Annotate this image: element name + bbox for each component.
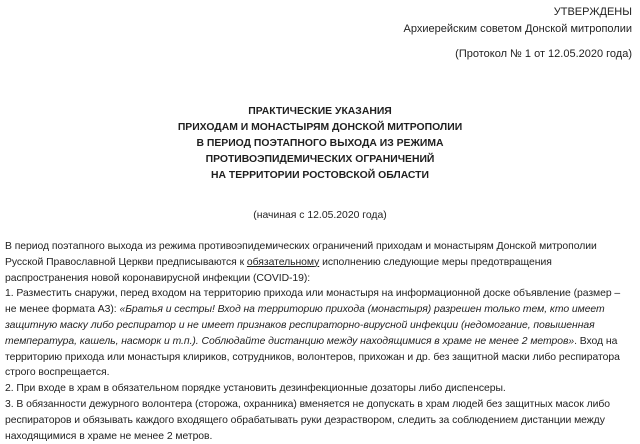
approval-stamp: [404, 4, 632, 63]
instruction-item-2: 2. При входе в храм в обязательном порядке установить дезинфекционные дозаторы либо диспенсеры.: [5, 383, 506, 395]
approved-label: УТВЕРЖДЕНЫ: [553, 6, 632, 18]
protocol-reference: (Протокол № 1 от 12.05.2020 года): [455, 48, 632, 60]
title-line: ПРОТИВОЭПИДЕМИЧЕСКИХ ОГРАНИЧЕНИЙ: [205, 154, 435, 165]
document-body: [5, 239, 633, 444]
emphasis-underlined: обязательному: [246, 256, 320, 268]
title-line: ПРИХОДАМ И МОНАСТЫРЯМ ДОНСКОЙ МИТРОПОЛИИ: [177, 122, 463, 133]
instruction-item-3: 3. В обязанности дежурного волонтера (сторожа, охранника) вменяется не допускать в храм людей без защитных масок либо респираторов и обязывать каждого входящего обрабатывать руки дезраствором, следить за соблюдением дистанции между находящимися в храме не менее 2 метров.: [5, 398, 610, 442]
effective-date: (начиная с 12.05.2020 года): [253, 210, 387, 221]
title-line: ПРАКТИЧЕСКИЕ УКАЗАНИЯ: [248, 106, 392, 117]
title-line: НА ТЕРРИТОРИИ РОСТОВСКОЙ ОБЛАСТИ: [211, 170, 429, 181]
intro-paragraph: В период поэтапного выхода из режима противоэпидемических ограничений приходам и монастырям Донской митрополии Русской Православной Церкви предписываются к обязательному исполнению следующие меры предотвращения распространения новой коронавирусной инфекции (COVID-19):: [5, 241, 597, 284]
notice-text: «Братья и сестры! Вход на территорию прихода (монастыря) разрешен только тем, кто имеет защитную маску либо респиратор и не имеет признаков респираторно-вирусной инфекции (недомогание, повышенная температура, кашель, насморк и т.п.). Соблюдайте дистанцию между находящимися в храме не менее 2 метров»: [5, 304, 605, 347]
document-title: [0, 104, 640, 184]
instruction-item-1: 1. Разместить снаружи, перед входом на территорию прихода или монастыря на информационной доске объявление (размер – не менее формата А3): «Братья и сестры! Вход на территорию прихода (монастыря) разрешен только тем, кто имеет защитную маску либо респиратор и не имеет признаков респираторно-вирусной инфекции (недомогание, повышенная температура, кашель, насморк и т.п.). Соблюдайте дистанцию между находящимися в храме не менее 2 метров». Вход на территорию прихода или монастыря клириков, сотрудников, волонтеров, прихожан и др. без защитной маски либо респиратора строго воспрещается.: [5, 288, 621, 379]
title-line: В ПЕРИОД ПОЭТАПНОГО ВЫХОДА ИЗ РЕЖИМА: [196, 138, 444, 149]
approving-council: Архиерейским советом Донской митрополии: [403, 23, 632, 35]
